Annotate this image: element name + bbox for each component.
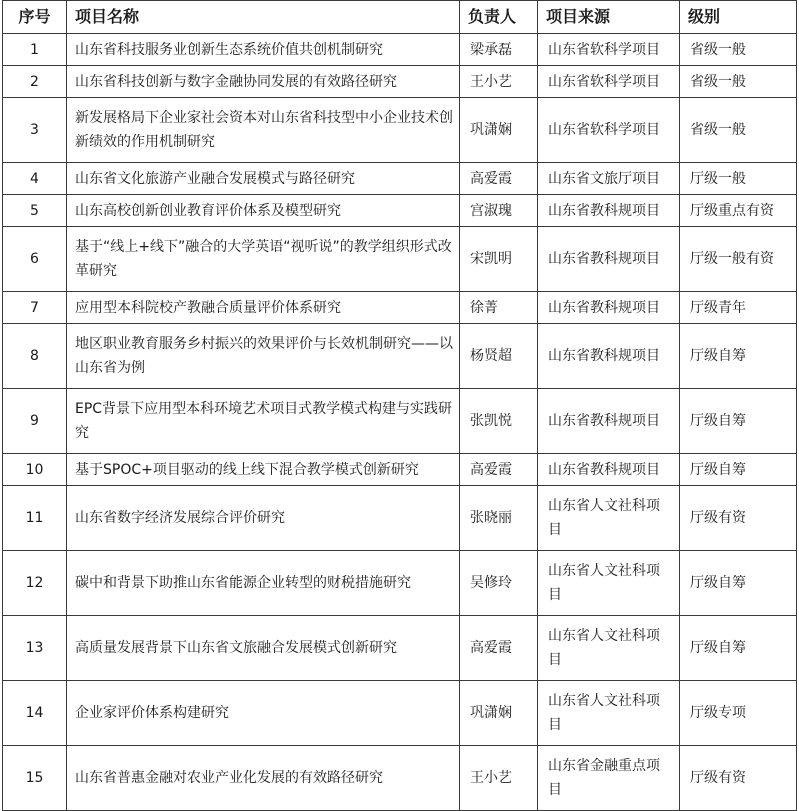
table-row: [3, 486, 797, 551]
table-row: [3, 34, 797, 66]
cell-owner: 王小艺: [460, 746, 538, 811]
table-row: [3, 681, 797, 746]
header-source: 项目来源: [538, 1, 680, 34]
cell-project-name: EPC背景下应用型本科环境艺术项目式教学模式构建与实践研究: [67, 389, 460, 454]
cell-source: 山东省软科学项目: [538, 66, 680, 98]
table-row: [3, 746, 797, 811]
cell-project-name: 企业家评价体系构建研究: [67, 681, 460, 746]
header-project-name: 项目名称: [67, 1, 460, 34]
cell-level: 厅级青年: [680, 292, 797, 324]
cell-no: 12: [3, 551, 67, 616]
cell-source: 山东省人文社科项目: [538, 681, 680, 746]
cell-level: 厅级专项: [680, 681, 797, 746]
cell-project-name: 新发展格局下企业家社会资本对山东省科技型中小企业技术创新绩效的作用机制研究: [67, 98, 460, 163]
cell-source: 山东省教科规项目: [538, 195, 680, 227]
cell-source: 山东省文旅厅项目: [538, 163, 680, 195]
cell-owner: 张凯悦: [460, 389, 538, 454]
cell-source: 山东省教科规项目: [538, 227, 680, 292]
table-row: [3, 616, 797, 681]
cell-level: 厅级一般: [680, 163, 797, 195]
cell-source: 山东省教科规项目: [538, 324, 680, 389]
cell-level: 省级一般: [680, 34, 797, 66]
cell-owner: 高爱霞: [460, 616, 538, 681]
cell-owner: 高爱霞: [460, 163, 538, 195]
cell-no: 6: [3, 227, 67, 292]
table-row: [3, 324, 797, 389]
table-row: [3, 195, 797, 227]
cell-owner: 巩潇娴: [460, 98, 538, 163]
cell-level: 厅级自筹: [680, 324, 797, 389]
cell-level: 厅级有资: [680, 486, 797, 551]
cell-owner: 徐菁: [460, 292, 538, 324]
cell-no: 1: [3, 34, 67, 66]
cell-no: 5: [3, 195, 67, 227]
cell-owner: 梁承磊: [460, 34, 538, 66]
cell-source: 山东省教科规项目: [538, 389, 680, 454]
cell-project-name: 应用型本科院校产教融合质量评价体系研究: [67, 292, 460, 324]
cell-level: 厅级自筹: [680, 551, 797, 616]
cell-no: 4: [3, 163, 67, 195]
header-level: 级别: [680, 1, 797, 34]
cell-level: 厅级自筹: [680, 454, 797, 486]
cell-no: 11: [3, 486, 67, 551]
cell-project-name: 山东省科技服务业创新生态系统价值共创机制研究: [67, 34, 460, 66]
table-row: [3, 292, 797, 324]
cell-level: 省级一般: [680, 66, 797, 98]
cell-no: 10: [3, 454, 67, 486]
cell-no: 9: [3, 389, 67, 454]
cell-no: 8: [3, 324, 67, 389]
cell-project-name: 地区职业教育服务乡村振兴的效果评价与长效机制研究——以山东省为例: [67, 324, 460, 389]
cell-project-name: 山东高校创新创业教育评价体系及模型研究: [67, 195, 460, 227]
cell-level: 厅级自筹: [680, 616, 797, 681]
cell-source: 山东省金融重点项目: [538, 746, 680, 811]
cell-owner: 张晓丽: [460, 486, 538, 551]
cell-no: 14: [3, 681, 67, 746]
cell-owner: 王小艺: [460, 66, 538, 98]
table-row: [3, 551, 797, 616]
cell-level: 厅级重点有资: [680, 195, 797, 227]
table-row: [3, 66, 797, 98]
cell-owner: 宫淑瑰: [460, 195, 538, 227]
cell-owner: 宋凯明: [460, 227, 538, 292]
table-row: [3, 454, 797, 486]
table-row: [3, 389, 797, 454]
cell-no: 2: [3, 66, 67, 98]
cell-source: 山东省软科学项目: [538, 98, 680, 163]
cell-no: 3: [3, 98, 67, 163]
table-row: [3, 227, 797, 292]
cell-level: 厅级自筹: [680, 389, 797, 454]
cell-no: 7: [3, 292, 67, 324]
cell-source: 山东省软科学项目: [538, 34, 680, 66]
table-header-row: [3, 1, 797, 34]
cell-source: 山东省教科规项目: [538, 454, 680, 486]
cell-owner: 巩潇娴: [460, 681, 538, 746]
cell-no: 13: [3, 616, 67, 681]
cell-source: 山东省人文社科项目: [538, 486, 680, 551]
cell-source: 山东省教科规项目: [538, 292, 680, 324]
table-row: [3, 98, 797, 163]
cell-project-name: 基于“线上+线下”融合的大学英语“视听说”的教学组织形式改革研究: [67, 227, 460, 292]
cell-project-name: 山东省文化旅游产业融合发展模式与路径研究: [67, 163, 460, 195]
cell-source: 山东省人文社科项目: [538, 551, 680, 616]
cell-project-name: 山东省普惠金融对农业产业化发展的有效路径研究: [67, 746, 460, 811]
header-no: 序号: [3, 1, 67, 34]
cell-project-name: 山东省数字经济发展综合评价研究: [67, 486, 460, 551]
table-row: [3, 163, 797, 195]
cell-owner: 杨贤超: [460, 324, 538, 389]
cell-project-name: 碳中和背景下助推山东省能源企业转型的财税措施研究: [67, 551, 460, 616]
cell-owner: 高爱霞: [460, 454, 538, 486]
cell-project-name: 高质量发展背景下山东省文旅融合发展模式创新研究: [67, 616, 460, 681]
cell-owner: 吴修玲: [460, 551, 538, 616]
cell-level: 厅级一般有资: [680, 227, 797, 292]
project-table: [2, 0, 797, 811]
cell-source: 山东省人文社科项目: [538, 616, 680, 681]
cell-project-name: 山东省科技创新与数字金融协同发展的有效路径研究: [67, 66, 460, 98]
cell-level: 省级一般: [680, 98, 797, 163]
cell-project-name: 基于SPOC+项目驱动的线上线下混合教学模式创新研究: [67, 454, 460, 486]
cell-no: 15: [3, 746, 67, 811]
cell-level: 厅级有资: [680, 746, 797, 811]
header-owner: 负责人: [460, 1, 538, 34]
